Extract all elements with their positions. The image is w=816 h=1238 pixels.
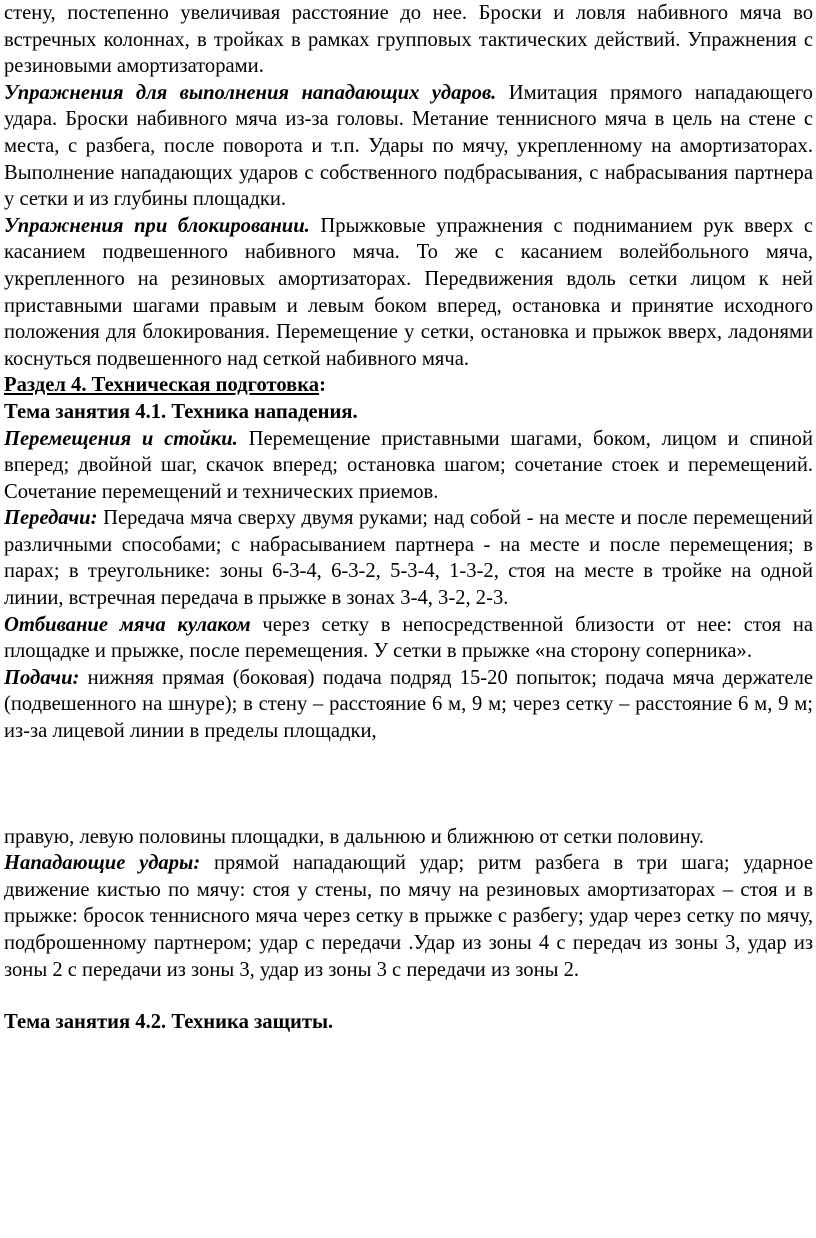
paragraph-intro [4,0,813,80]
paragraph-lead: Упражнения при блокировании. [4,214,310,237]
paragraph-text: прямой нападающий удар; ритм разбега в три шага; ударное движение кистью по мячу: стоя у стены, по мячу на резиновых амортизаторах – стоя и в прыжке: бросок теннисного мяча через сетку в прыжке с разбегу; удар через сетку по мячу, подброшенному партнером; удар с передачи .Удар из зоны 4 с передач из зоны 3, удар из зоны 2 с передачи из зоны 3, удар из зоны 3 с передачи из зоны 2. [4,852,813,981]
paragraph-text: Передача мяча сверху двумя руками; над собой - на месте и после перемещений различными способами; с набрасыванием партнера - на месте и после перемещения; в парах; в треугольнике: зоны 6-3-4, 6-3-2, 5-3-4, 1-3-2, стоя на месте в тройке на одной линии, встречная передача в прыжке в зонах 3-4, 3-2, 2-3. [4,507,813,610]
paragraph-text: правую, левую половины площадки, в дальнюю и ближнюю от сетки половину. [4,825,705,848]
paragraph-text: нижняя прямая (боковая) подача подряд 15-20 попыток; подача мяча держателе (подвешенного на шнуре); в стену – расстояние 6 м, 9 м; через сетку – расстояние 6 м, 9 м; из-за лицевой линии в пределы площадки, [4,666,813,743]
paragraph-lead: Нападающие удары: [4,852,201,875]
section-heading [4,372,813,399]
paragraph-lead: Перемещения и стойки. [4,427,238,450]
paragraph-text: через сетку в непосредственной близости от нее: стоя на площадке и прыжке, после перемещения. У сетки в прыжке «на сторону соперника». [4,613,813,663]
paragraph-serves [4,665,813,745]
paragraph-lead: Упражнения для выполнения нападающих ударов. [4,81,497,104]
paragraph-lead: Отбивание мяча кулаком [4,613,251,636]
paragraph-block-exercises [4,213,813,373]
topic-heading-defense: Тема занятия 4.2. Техника защиты. [4,1011,334,1034]
paragraph-fist-hit [4,612,813,665]
blank-line [4,983,813,1009]
page-break-gap [4,745,813,824]
paragraph-attack-hits [4,850,813,983]
paragraph-attack-exercises [4,80,813,213]
section-heading-suffix: : [319,374,326,397]
paragraph-court-halves [4,824,813,851]
paragraph-text: Перемещение приставными шагами, боком, лицом и спиной вперед; двойной шаг, скачок вперед; остановка шагом; сочетание стоек и перемещений. Сочетание перемещений и технических приемов. [4,427,814,503]
topic-heading-attack: Тема занятия 4.1. Техника нападения. [4,400,358,423]
paragraph-lead: Подачи: [4,666,80,689]
paragraph-text: стену, постепенно увеличивая расстояние до нее. Броски и ловля набивного мяча во встречных колоннах, в тройках в рамках групповых тактических действий. Упражнения с резиновыми амортизаторами. [4,2,813,78]
section-heading-text: Раздел 4. Техническая подготовка [4,374,320,397]
paragraph-text: Прыжковые упражнения с подниманием рук вверх с касанием подвешенного набивного мяча. То же с касанием волейбольного мяча, укрепленного на резиновых амортизаторах. Передвижения вдоль сетки лицом к ней приставными шагами правым и левым боком вперед, остановка и принятие исходного положения для блокирования. Перемещение у сетки, остановка и прыжок вверх, ладонями коснуться подвешенного над сеткой набивного мяча. [4,214,813,370]
paragraph-lead: Передачи: [4,507,98,530]
paragraph-text: Имитация прямого нападающего удара. Броски набивного мяча из-за головы. Метание теннисного мяча в цель на стене с места, с разбега, после поворота и т.п. Удары по мячу, укрепленному на амортизаторах. Выполнение нападающих ударов с собственного подбрасывания, с набрасывания партнера у сетки и из глубины площадки. [4,81,813,211]
paragraph-movements [4,426,813,506]
paragraph-passes [4,505,813,611]
